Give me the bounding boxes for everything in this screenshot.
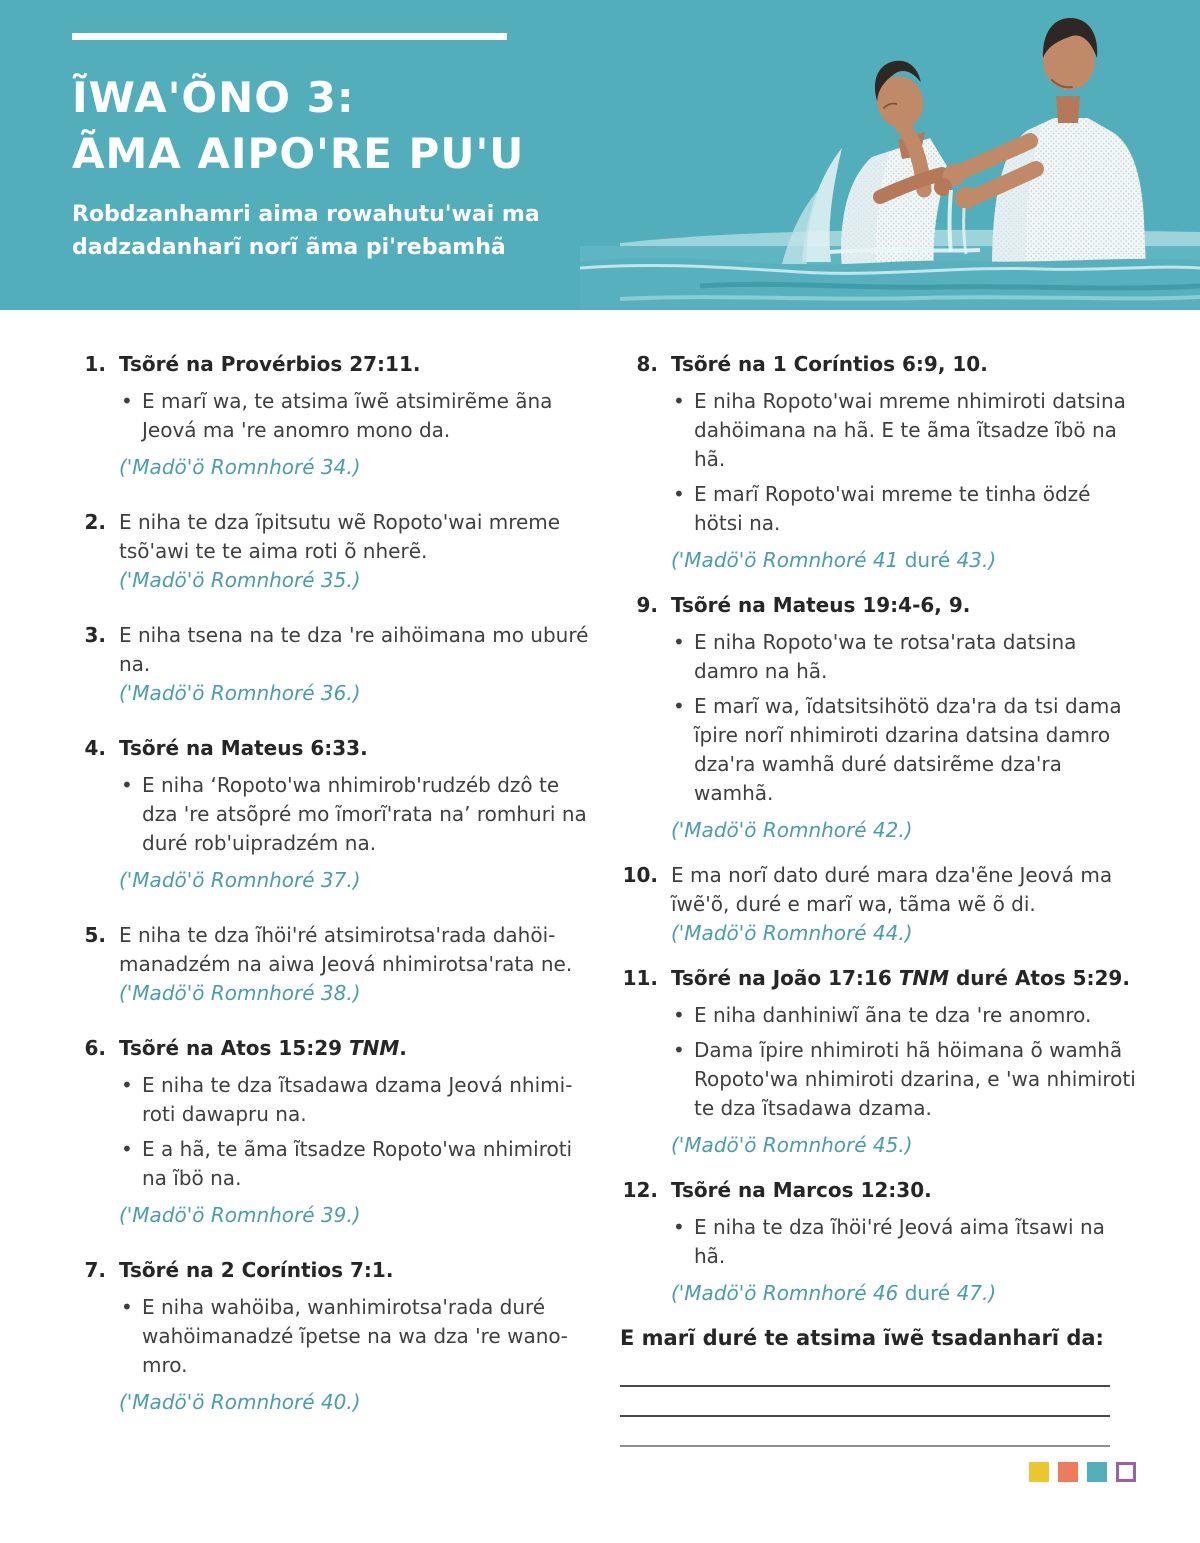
bullet-list bbox=[119, 1071, 590, 1193]
bullet-item bbox=[671, 1001, 1142, 1030]
bullet-text bbox=[694, 1038, 1136, 1120]
right-column bbox=[620, 350, 1142, 1447]
item-number: 8. bbox=[636, 352, 658, 376]
bullet-icon: • bbox=[121, 1137, 133, 1161]
bullet-item bbox=[671, 692, 1142, 808]
bullet-icon: • bbox=[673, 1003, 685, 1027]
question-item bbox=[620, 861, 1142, 948]
text-run: ('Madö'ö Romnhoré 37.) bbox=[119, 868, 361, 892]
bullet-icon: • bbox=[121, 1073, 133, 1097]
text-run: ('Madö'ö Romnhoré 40.) bbox=[119, 1390, 361, 1414]
bullet-icon: • bbox=[673, 482, 685, 506]
text-run: duré bbox=[898, 1281, 957, 1305]
question-item bbox=[68, 508, 590, 595]
bullet-text bbox=[694, 482, 1090, 535]
question-item bbox=[68, 350, 590, 482]
bullet-item bbox=[119, 1293, 590, 1380]
bullet-item bbox=[671, 480, 1142, 538]
question-item bbox=[68, 921, 590, 1008]
bullet-text bbox=[142, 1137, 572, 1190]
item-number: 7. bbox=[84, 1258, 106, 1282]
item-heading bbox=[671, 964, 1142, 993]
study-reference bbox=[119, 679, 590, 708]
text-run: ('Madö'ö Romnhoré 46 bbox=[671, 1281, 899, 1305]
header-text-block bbox=[72, 33, 540, 264]
text-run: E niha te dza ĩhöi'ré Jeová aima ĩtsawi na hã. bbox=[694, 1215, 1105, 1268]
item-body bbox=[119, 621, 590, 708]
item-number: 1. bbox=[84, 352, 106, 376]
item-body bbox=[671, 591, 1142, 845]
text-run: ('Madö'ö Romnhoré 44.) bbox=[671, 921, 913, 945]
text-run: E niha tsena na te dza 're aihöimana mo uburé na. bbox=[119, 623, 589, 676]
item-body bbox=[119, 734, 590, 895]
study-reference bbox=[119, 566, 590, 595]
item-heading bbox=[119, 734, 590, 763]
lesson-subtitle-line2: dadzadanharĩ norĩ ãma pi'rebamhã bbox=[72, 235, 506, 260]
text-run: E marĩ Ropoto'wai mreme te tinha ödzé hötsi na. bbox=[694, 482, 1091, 535]
bullet-text bbox=[142, 1073, 572, 1126]
bullet-item bbox=[119, 771, 590, 858]
text-run: . bbox=[399, 1036, 407, 1060]
text-run: E ma norĩ dato duré mara dza'ẽne Jeová ma ĩwẽ'õ, duré e marĩ wa, tãma wẽ õ di. bbox=[671, 863, 1113, 916]
bullet-item bbox=[119, 387, 590, 445]
footer-color-squares bbox=[1029, 1462, 1136, 1482]
study-reference bbox=[671, 816, 1142, 845]
bullet-text bbox=[694, 1003, 1091, 1027]
text-run: 47.) bbox=[956, 1281, 997, 1305]
lesson-title-line2: ÃMA AIPO'RE PU'U bbox=[72, 129, 525, 178]
study-reference bbox=[671, 919, 1142, 948]
item-heading bbox=[119, 1034, 590, 1063]
text-run: E marĩ wa, ĩdatsitsihötö dza'ra da tsi dama ĩpire norĩ nhimiroti dzarina datsina damro dza'ra wamhã duré datsirẽme dza'ra wamhã. bbox=[694, 694, 1122, 805]
text-run: E niha Ropoto'wa te rotsa'rata datsina damro na hã. bbox=[694, 630, 1077, 683]
answer-line bbox=[620, 1387, 1110, 1417]
text-run: ('Madö'ö Romnhoré 34.) bbox=[119, 455, 361, 479]
item-number: 12. bbox=[622, 1178, 658, 1202]
text-run: Tsõré na Mateus 19:4-6, 9. bbox=[671, 593, 971, 617]
question-item bbox=[68, 1256, 590, 1417]
bullet-list bbox=[671, 1213, 1142, 1271]
item-text bbox=[119, 921, 590, 979]
text-run: Tsõré na Provérbios 27:11. bbox=[119, 352, 421, 376]
lesson-subtitle-line1: Robdzanhamri aima rowahutu'wai ma bbox=[72, 202, 540, 227]
item-text bbox=[671, 861, 1142, 919]
item-body bbox=[671, 350, 1142, 575]
text-run: TNM bbox=[349, 1036, 400, 1060]
item-heading bbox=[671, 1176, 1142, 1205]
question-item bbox=[620, 350, 1142, 575]
answer-line bbox=[620, 1417, 1110, 1447]
color-square bbox=[1116, 1462, 1136, 1482]
item-text bbox=[119, 621, 590, 679]
question-item bbox=[620, 591, 1142, 845]
item-body bbox=[671, 861, 1142, 948]
bullet-item bbox=[671, 387, 1142, 474]
item-number: 4. bbox=[84, 736, 106, 760]
lesson-title bbox=[72, 70, 540, 182]
bullet-text bbox=[694, 1215, 1105, 1268]
left-column bbox=[68, 350, 590, 1447]
text-run: E niha danhiniwĩ ãna te dza 're anomro. bbox=[694, 1003, 1092, 1027]
questions-area bbox=[0, 310, 1200, 1447]
bullet-text bbox=[142, 773, 587, 855]
question-item bbox=[620, 1176, 1142, 1308]
color-square bbox=[1029, 1462, 1049, 1482]
accent-rule bbox=[72, 33, 507, 40]
bullet-icon: • bbox=[673, 389, 685, 413]
text-run: Tsõré na Mateus 6:33. bbox=[119, 736, 368, 760]
bullet-item bbox=[119, 1135, 590, 1193]
text-run: E niha ‘Ropoto'wa nhimirob'rudzéb dzô te dza 're atsõpré mo ĩmorĩ'rata na’ romhuri na duré rob'uipradzém na. bbox=[142, 773, 587, 855]
text-run: ('Madö'ö Romnhoré 35.) bbox=[119, 568, 361, 592]
text-run: 43.) bbox=[956, 548, 997, 572]
color-square bbox=[1087, 1462, 1107, 1482]
text-run: duré bbox=[898, 548, 957, 572]
text-run: ('Madö'ö Romnhoré 41 bbox=[671, 548, 899, 572]
bullet-icon: • bbox=[673, 694, 685, 718]
item-body bbox=[119, 508, 590, 595]
bullet-list bbox=[671, 387, 1142, 538]
answer-line bbox=[620, 1357, 1110, 1387]
item-body bbox=[119, 1034, 590, 1230]
color-square bbox=[1058, 1462, 1078, 1482]
item-body bbox=[119, 350, 590, 482]
bullet-icon: • bbox=[121, 389, 133, 413]
text-run: TNM bbox=[898, 966, 950, 990]
item-heading bbox=[671, 350, 1142, 379]
text-run: Tsõré na Marcos 12:30. bbox=[671, 1178, 932, 1202]
item-number: 9. bbox=[636, 593, 658, 617]
item-heading bbox=[119, 1256, 590, 1285]
item-body bbox=[671, 1176, 1142, 1308]
bullet-list bbox=[671, 1001, 1142, 1123]
bullet-text bbox=[694, 389, 1126, 471]
bullet-icon: • bbox=[673, 630, 685, 654]
text-run: ('Madö'ö Romnhoré 45.) bbox=[671, 1133, 913, 1157]
item-number: 5. bbox=[84, 923, 106, 947]
study-reference bbox=[119, 1201, 590, 1230]
text-run: E a hã, te ãma ĩtsadze Ropoto'wa nhimiroti na ĩbö na. bbox=[142, 1137, 573, 1190]
lesson-subtitle bbox=[72, 198, 540, 264]
bullet-icon: • bbox=[673, 1215, 685, 1239]
item-number: 3. bbox=[84, 623, 106, 647]
bullet-text bbox=[694, 694, 1122, 805]
text-run: E marĩ wa, te atsima ĩwẽ atsimirẽme ãna Jeová ma 're anomro mono da. bbox=[142, 389, 553, 442]
bullet-icon: • bbox=[121, 1295, 133, 1319]
text-run: E niha Ropoto'wai mreme nhimiroti datsina dahöimana na hã. E te ãma ĩtsadze ĩbö na hã. bbox=[694, 389, 1126, 471]
answer-prompt: E marĩ duré te atsima ĩwẽ tsadanharĩ da: bbox=[620, 1326, 1104, 1350]
question-item bbox=[620, 964, 1142, 1160]
text-run: duré Atos 5:29. bbox=[949, 966, 1130, 990]
item-number: 10. bbox=[622, 863, 658, 887]
bullet-text bbox=[142, 1295, 568, 1377]
answer-section bbox=[620, 1324, 1142, 1447]
bullet-icon: • bbox=[673, 1038, 685, 1062]
item-body bbox=[119, 1256, 590, 1417]
item-heading bbox=[671, 591, 1142, 620]
study-reference bbox=[671, 1131, 1142, 1160]
item-number: 2. bbox=[84, 510, 106, 534]
lesson-title-line1: ĨWA'ÕNO 3: bbox=[72, 73, 355, 122]
bullet-item bbox=[671, 1213, 1142, 1271]
text-run: E niha te dza ĩtsadawa dzama Jeová nhimiroti dawapru na. bbox=[142, 1073, 573, 1126]
study-reference bbox=[119, 453, 590, 482]
bullet-list bbox=[119, 771, 590, 858]
text-run: Tsõré na João 17:16 bbox=[671, 966, 899, 990]
study-reference bbox=[119, 1388, 590, 1417]
text-run: Dama ĩpire nhimiroti hã höimana õ wamhã Ropoto'wa nhimiroti dzarina, e 'wa nhimiroti te dza ĩtsadawa dzama. bbox=[694, 1038, 1136, 1120]
text-run: ('Madö'ö Romnhoré 39.) bbox=[119, 1203, 361, 1227]
text-run: E niha te dza ĩhöi'ré atsimirotsa'rada dahöimanadzém na aiwa Jeová nhimirotsa'rata ne. bbox=[119, 923, 573, 976]
bullet-text bbox=[142, 389, 552, 442]
bullet-text bbox=[694, 630, 1076, 683]
item-number: 6. bbox=[84, 1036, 106, 1060]
bullet-item bbox=[119, 1071, 590, 1129]
item-heading bbox=[119, 350, 590, 379]
item-body bbox=[119, 921, 590, 1008]
text-run: Tsõré na 2 Coríntios 7:1. bbox=[119, 1258, 394, 1282]
text-run: ('Madö'ö Romnhoré 36.) bbox=[119, 681, 361, 705]
text-run: ('Madö'ö Romnhoré 42.) bbox=[671, 818, 913, 842]
bullet-item bbox=[671, 1036, 1142, 1123]
item-text bbox=[119, 508, 590, 566]
bullet-item bbox=[671, 628, 1142, 686]
study-reference bbox=[119, 979, 590, 1008]
question-item bbox=[68, 1034, 590, 1230]
bullet-list bbox=[119, 1293, 590, 1380]
text-run: E niha wahöiba, wanhimirotsa'rada duré wahöimanadzé ĩpetse na wa dza 're wanomro. bbox=[142, 1295, 568, 1377]
study-reference bbox=[671, 1279, 1142, 1308]
item-number: 11. bbox=[622, 966, 658, 990]
study-reference bbox=[119, 866, 590, 895]
question-item bbox=[68, 734, 590, 895]
baptism-illustration bbox=[580, 0, 1200, 310]
bullet-list bbox=[671, 628, 1142, 808]
question-item bbox=[68, 621, 590, 708]
bullet-icon: • bbox=[121, 773, 133, 797]
text-run: ('Madö'ö Romnhoré 38.) bbox=[119, 981, 361, 1005]
text-run: Tsõré na 1 Coríntios 6:9, 10. bbox=[671, 352, 988, 376]
text-run: E niha te dza ĩpitsutu wẽ Ropoto'wai mreme tsõ'awi te te aima roti õ nherẽ. bbox=[119, 510, 561, 563]
header-banner bbox=[0, 0, 1200, 310]
study-reference bbox=[671, 546, 1142, 575]
text-run: Tsõré na Atos 15:29 bbox=[119, 1036, 349, 1060]
bullet-list bbox=[119, 387, 590, 445]
item-body bbox=[671, 964, 1142, 1160]
